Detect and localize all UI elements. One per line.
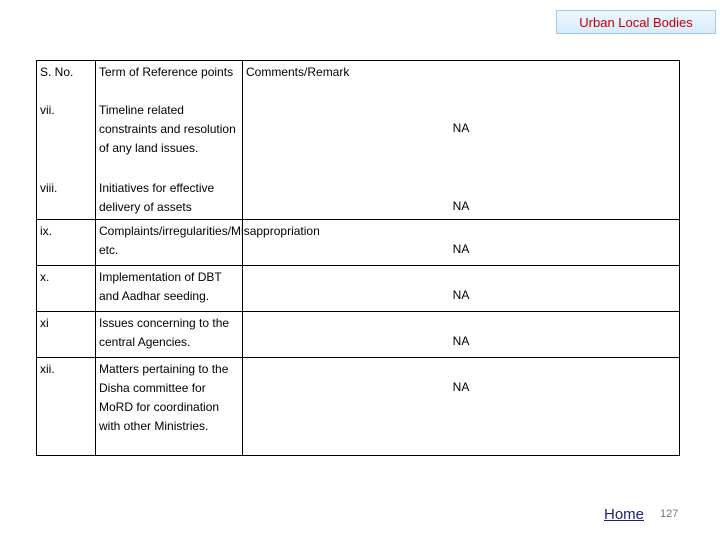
terms-of-reference-table xyxy=(36,60,680,456)
row-remark: NA xyxy=(452,380,470,394)
table-row xyxy=(37,99,680,177)
row-remark-cell xyxy=(243,312,680,358)
table-row xyxy=(37,358,680,456)
row-remark: NA xyxy=(452,199,470,213)
header-term: Term of Reference points xyxy=(96,61,243,100)
row-sno: xi xyxy=(37,312,96,358)
row-term: Timeline related constraints and resolution of any land issues. xyxy=(96,99,243,177)
table-header-row xyxy=(37,61,680,100)
row-term: Implementation of DBT and Aadhar seeding. xyxy=(96,266,243,312)
section-title: Urban Local Bodies xyxy=(579,14,693,30)
header-sno: S. No. xyxy=(37,61,96,100)
row-term: Matters pertaining to the Disha committee for MoRD for coordination with other Ministries. xyxy=(96,358,243,456)
row-term: Issues concerning to the central Agencies. xyxy=(96,312,243,358)
table-row xyxy=(37,266,680,312)
row-remark: NA xyxy=(452,242,470,256)
row-remark: NA xyxy=(452,334,470,348)
row-remark-cell xyxy=(243,266,680,312)
row-term: Initiatives for effective delivery of assets xyxy=(96,177,243,220)
row-remark-cell xyxy=(243,177,680,220)
row-sno: vii. xyxy=(37,99,96,177)
row-sno: viii. xyxy=(37,177,96,220)
header-remark: Comments/Remark xyxy=(246,65,350,79)
header-remark-cell xyxy=(243,61,680,100)
section-title-badge xyxy=(556,10,716,34)
row-remark-cell xyxy=(243,99,680,177)
row-sno: ix. xyxy=(37,220,96,266)
table-row xyxy=(37,220,680,266)
row-remark: NA xyxy=(452,121,470,135)
row-remark-cell xyxy=(243,358,680,456)
row-sno: x. xyxy=(37,266,96,312)
table-row xyxy=(37,312,680,358)
home-link[interactable]: Home xyxy=(604,506,645,523)
table-row xyxy=(37,177,680,220)
row-sno: xii. xyxy=(37,358,96,456)
page-number: 127 xyxy=(660,508,679,520)
row-remark: NA xyxy=(452,288,470,302)
row-term: Complaints/irregularities/Misappropriation etc. xyxy=(96,220,243,266)
